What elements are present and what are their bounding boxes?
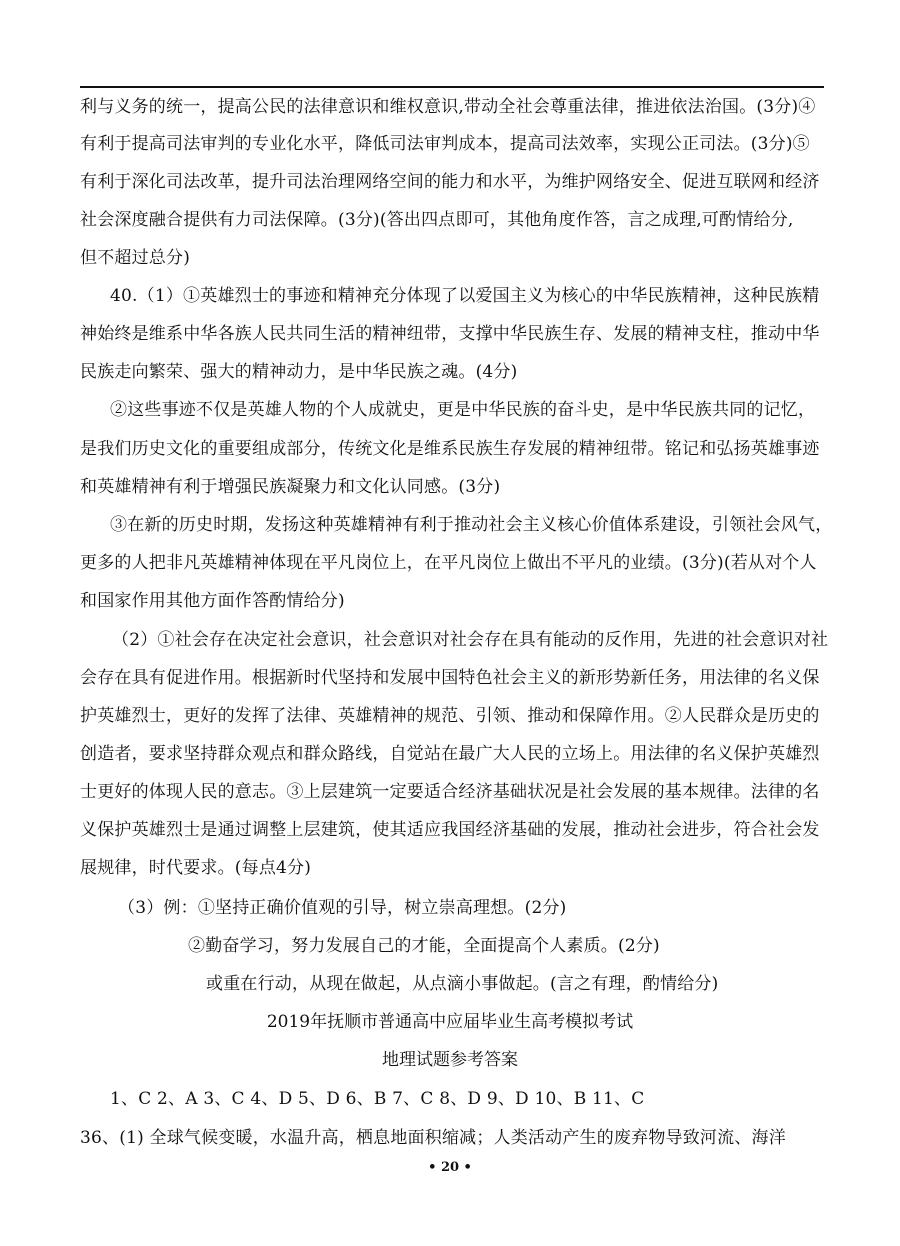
text-line: 民族走向繁荣、强大的精神动力，是中华民族之魂。(4分) bbox=[80, 362, 518, 382]
text-line: 有利于提高司法审判的专业化水平，降低司法审判成本，提高司法效率，实现公正司法。(3分)⑤ bbox=[80, 134, 810, 154]
header-rule bbox=[80, 86, 824, 88]
text-line: 更多的人把非凡英雄精神体现在平凡岗位上，在平凡岗位上做出不平凡的业绩。(3分)(若从对个人 bbox=[80, 553, 817, 573]
text-line: 但不超过总分) bbox=[80, 248, 191, 268]
text-line: 有利于深化司法改革，提升司法治理网络空间的能力和水平，为维护网络安全、促进互联网和经济 bbox=[80, 172, 820, 192]
text-line: ③在新的历史时期，发扬这种英雄精神有利于推动社会主义核心价值体系建设，引领社会风气， bbox=[110, 515, 833, 535]
text-line: 神始终是维系中华各族人民共同生活的精神纽带，支撑中华民族生存、发展的精神支柱，推动中华 bbox=[80, 324, 820, 344]
text-line: 36、(1) 全球气候变暖，水温升高，栖息地面积缩减；人类活动产生的废弃物导致河流、海洋 bbox=[80, 1128, 786, 1148]
text-line: ②这些事迹不仅是英雄人物的个人成就史，更是中华民族的奋斗史，是中华民族共同的记忆， bbox=[110, 400, 816, 420]
text-line: （3）例：①坚持正确价值观的引导，树立崇高理想。(2分) bbox=[118, 898, 567, 918]
text-line: 护英雄烈士，更好的发挥了法律、英雄精神的规范、引领、推动和保障作用。②人民群众是历史的 bbox=[80, 706, 820, 726]
text-line: 社会深度融合提供有力司法保障。(3分)(答出四点即可，其他角度作答，言之成理,可酌情给分, bbox=[80, 210, 794, 230]
text-line: （2）①社会存在决定社会意识，社会意识对社会存在具有能动的反作用，先进的社会意识对社 bbox=[112, 630, 829, 650]
text-line: 和英雄精神有利于增强民族凝聚力和文化认同感。(3分) bbox=[80, 477, 501, 497]
exam-title: 2019年抚顺市普通高中应届毕业生高考模拟考试 bbox=[266, 1012, 634, 1032]
page-number: • 20 • bbox=[428, 1160, 472, 1175]
text-line: 创造者，要求坚持群众观点和群众路线，自觉站在最广大人民的立场上。用法律的名义保护英雄烈 bbox=[80, 744, 820, 764]
text-line: 士更好的体现人民的意志。③上层建筑一定要适合经济基础状况是社会发展的基本规律。法律的名 bbox=[80, 782, 820, 802]
text-line: 和国家作用其他方面作答酌情给分) bbox=[80, 591, 345, 611]
text-line: 会存在具有促进作用。根据新时代坚持和发展中国特色社会主义的新形势新任务，用法律的名义保 bbox=[80, 668, 820, 688]
text-line: ②勤奋学习，努力发展自己的才能，全面提高个人素质。(2分) bbox=[188, 936, 660, 956]
choice-answers: 1、C 2、A 3、C 4、D 5、D 6、B 7、C 8、D 9、D 10、B 11、C bbox=[110, 1089, 645, 1109]
text-line: 或重在行动，从现在做起，从点滴小事做起。(言之有理，酌情给分) bbox=[206, 974, 719, 994]
text-line: 是我们历史文化的重要组成部分，传统文化是维系民族生存发展的精神纽带。铭记和弘扬英雄事迹 bbox=[80, 439, 820, 459]
text-line: 展规律，时代要求。(每点4分) bbox=[80, 858, 312, 878]
text-line: 义保护英雄烈士是通过调整上层建筑，使其适应我国经济基础的发展，推动社会进步，符合社会发 bbox=[80, 820, 820, 840]
text-line: 40.（1）①英雄烈士的事迹和精神充分体现了以爱国主义为核心的中华民族精神，这种民族精 bbox=[110, 286, 820, 306]
answer-key-title: 地理试题参考答案 bbox=[382, 1050, 518, 1070]
text-line: 利与义务的统一，提高公民的法律意识和维权意识,带动全社会尊重法律，推进依法治国。(3分)④ bbox=[80, 97, 816, 117]
